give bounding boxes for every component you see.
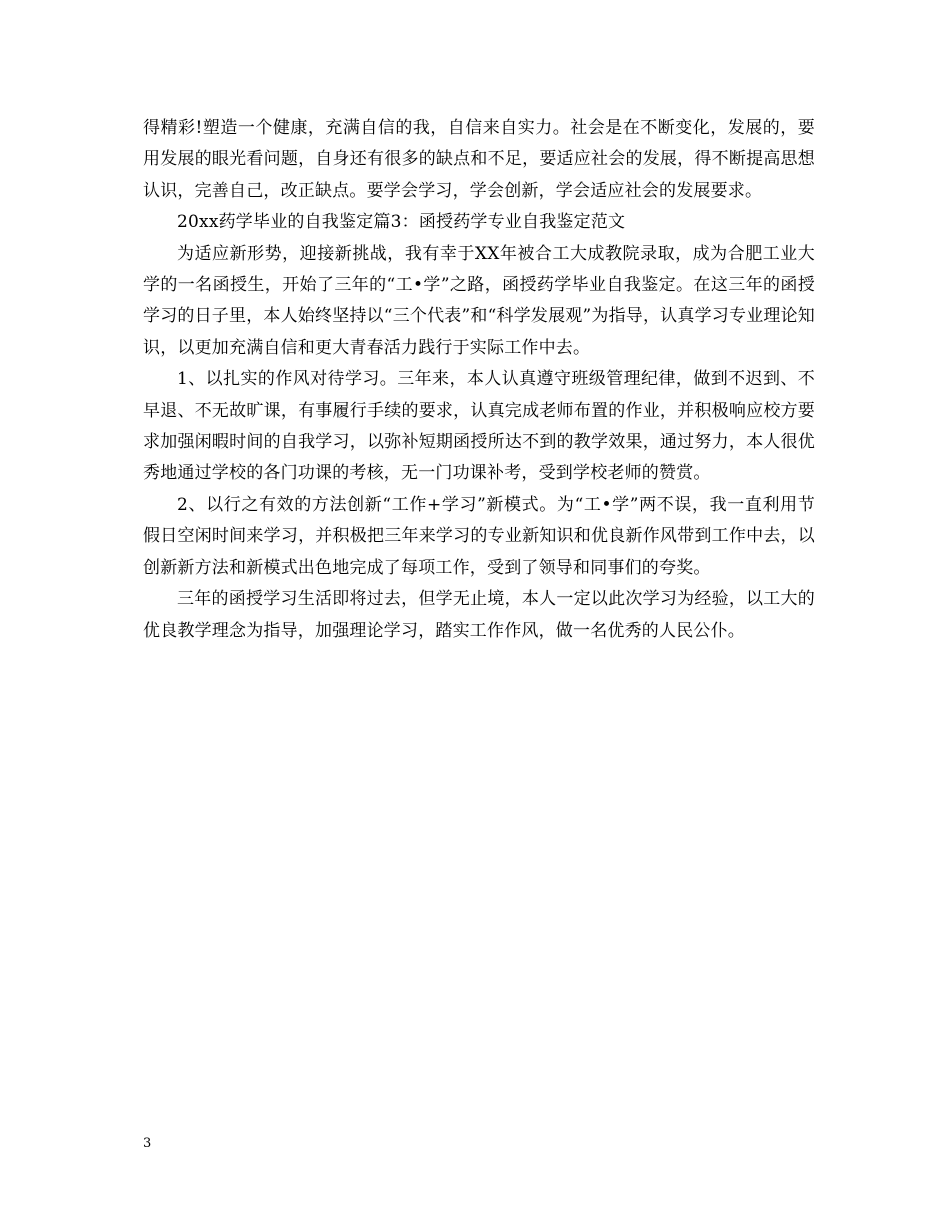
paragraph-point-2: 2、以行之有效的方法创新“工作+学习”新模式。为“工•学”两不误，我一直利用节假日空闲时间来学习，并积极把三年来学习的专业新知识和优良新作风带到工作中去，以创新新方法和新模式出色地完成了每项工作，受到了领导和同事们的夸奖。	[143, 494, 815, 578]
section-heading: 20xx药学毕业的自我鉴定篇3：函授药学专业自我鉴定范文	[177, 212, 626, 233]
paragraph-conclusion: 三年的函授学习生活即将过去，但学无止境，本人一定以此次学习为经验，以工大的优良教学理念为指导，加强理论学习，踏实工作作风，做一名优秀的人民公仆。	[143, 589, 815, 641]
paragraph-point-1: 1、以扎实的作风对待学习。三年来，本人认真遵守班级管理纪律，做到不迟到、不早退、不无故旷课，有事履行手续的要求，认真完成老师布置的作业，并积极响应校方要求加强闲暇时间的自我学习，以弥补短期函授所达不到的教学效果，通过努力，本人很优秀地通过学校的各门功课的考核，无一门功课补考，受到学校老师的赞赏。	[143, 369, 815, 484]
document-body	[143, 113, 815, 647]
paragraph-intro: 为适应新形势，迎接新挑战，我有幸于XX年被合工大成教院录取，成为合肥工业大学的一名函授生，开始了三年的“工•学”之路，函授药学毕业自我鉴定。在这三年的函授学习的日子里，本人始终坚持以“三个代表”和“科学发展观”为指导，认真学习专业理论知识，以更加充满自信和更大青春活力践行于实际工作中去。	[143, 243, 815, 358]
page-number: 3	[143, 1136, 152, 1151]
paragraph-continuation: 得精彩!塑造一个健康，充满自信的我，自信来自实力。社会是在不断变化，发展的，要用发展的眼光看问题，自身还有很多的缺点和不足，要适应社会的发展，得不断提高思想认识，完善自己，改正缺点。要学会学习，学会创新，学会适应社会的发展要求。	[143, 118, 815, 201]
